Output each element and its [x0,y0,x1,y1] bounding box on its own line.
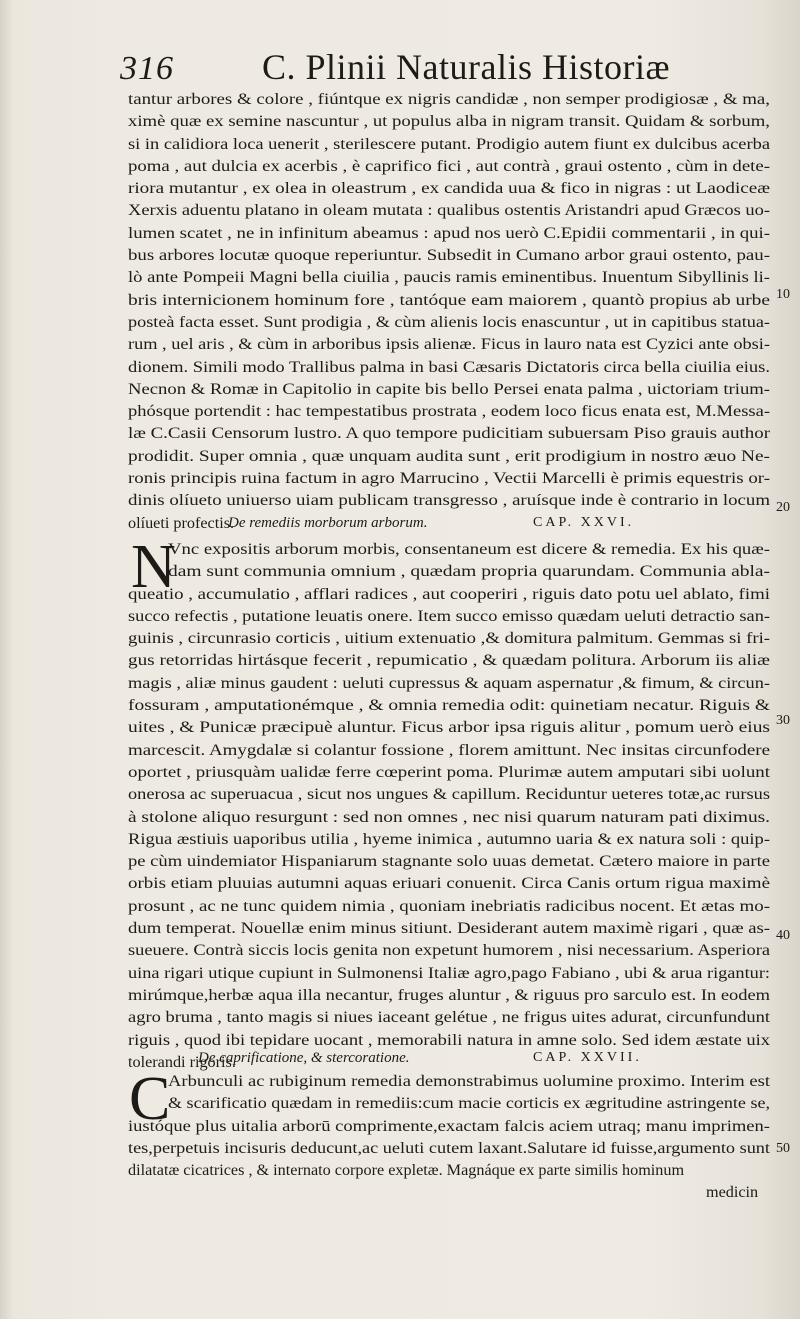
text-line: posteà facta esset. Sunt prodigia , & cùm alienis locis enascuntur , ut in capitibus statua- [128,312,770,331]
text-line: oportet , priusquàm ualidæ ferre cœperint poma. Plurimæ autem amputari sibi uolunt [128,762,770,781]
text-line: agro bruma , tanto magis si niues iaceant gelétue , ne frigus uites adurat, circunfundunt [128,1008,770,1027]
text-line: prodidit. Super omnia , quæ unquam audita sunt , erit prodigium in nostro æuo Ne- [128,446,770,465]
text-line: & scarificatio quædam in remediis:cum macie corticis ex ægritudine astringente se, [168,1094,770,1113]
text-line: à stolone aliquo resurgunt : sed non omnes , nec nisi quarum naturam pati diximus. [128,807,770,826]
text-line: succo refectis , putatione leuatis onere. Item succo emisso quædam ueluti detractio san- [128,606,770,625]
text-line: lumen scatet , ne in infinitum abeamus : apud nos uerò C.Epidii commentarii , in qui- [128,223,770,242]
text-line: tes,perpetuis incisuris deducunt,ac ueluti cutem laxant.Salutare id fuisse,argumento sunt [128,1138,770,1157]
chapter-27-heading [128,1048,770,1072]
chapter-27-dropcap: C [129,1065,171,1133]
catchword: medicin [706,1183,759,1201]
text-line: sueuere. Contrà siccis locis genita non expetunt humorem , nisi necessarium. Asperiora [128,941,770,960]
text-line: prosunt , ac ne tunc quidem nimia , quoniam inebriatis radicibus nocent. Et ætas mo- [128,896,770,915]
text-line: Necnon & Romæ in Capitolio in capite bis bello Persei enata palma , uictoriam trium- [128,379,770,398]
text-line: mirúmque,herbæ aqua illa necantur, fruges aluntur , & riguus pro sarculo est. In eodem [128,985,770,1004]
text-line: iustóque plus uitalia arborū comprimente,exactam falcis aciem utraq; manu imprimen- [128,1116,770,1135]
text-line: guinis , circunrasio corticis , uitium extenuatio ,& domitura palmitum. Gemmas si fri- [128,629,770,648]
text-line: rum , uel aris , & cùm in arboribus ipsis alienæ. Ficus in lauro nata est Cyzici ante obsi- [128,335,770,354]
text-line: bris internicionem hominum fore , tantóque eam maiorem , quantò propius ab urbe [128,290,770,309]
text-line: tantur arbores & colore , fiúntque ex nigris candidæ , non semper prodigiosæ , & ma, [128,90,770,108]
text-line: ronis principis ruina factum in agro Marrucino , Vectii Marcelli è primis equestris or- [128,469,770,488]
text-line: dum temperat. Nouellæ enim minus sitiunt. Desiderant autem maximè rigari , quæ as- [128,919,770,938]
text-line: orbis etiam pluuias autumni aquas eriuari conuenit. Circa Canis ortum rigua maximè [128,874,770,893]
text-line: ximè quæ ex semine nascuntur , ut populus alba in nigram transit. Quidam & sorbum, [128,112,770,131]
text-line: marcescit. Amygdalæ si colantur fossione , florem amittunt. Nec insitas circunfodere [128,740,770,759]
chapter-26-number: CAP. XXVI. [533,515,635,530]
running-title: C. Plinii Naturalis Historiæ [262,47,671,87]
margin-line-number: 50 [776,1141,790,1156]
chapter-27-text [128,1065,770,1181]
text-line: dilatatæ cicatrices , & internato corpore expletæ. Magnáque ex parte similis hominum [128,1161,685,1180]
chapter-27-title: De caprificatione, & stercoratione. [198,1050,410,1066]
text-line: fossuram , amputationémque , & omnia remedia odit: quinetiam necatur. Riguis & [128,696,770,715]
text-line: bus arbores locutæ quoque reperiuntur. Subsedit in Cumano arbor graui ostento, pau- [128,246,770,265]
text-line: tolerandi rigoris. [128,1052,236,1071]
text-line: magis , aliæ minus gaudent : ueluti cupressus & aquam aspernatur ,& fimum, & circun- [128,673,770,692]
text-line: Rigua æstiuis uaporibus utilia , hyeme inimica , autumno uaria & ex natura soli : quip- [128,829,770,848]
text-line: dam sunt communia omnium , quædam propria quarundam. Communia abla- [168,562,770,581]
page-number: 316 [120,50,174,87]
text-line: dionem. Simili modo Trallibus palma in basi Cæsaris Dictatoris circa bella ciuilia eius. [128,357,770,376]
section-1-text [128,88,770,534]
margin-line-number: 20 [776,500,790,515]
text-line: læ C.Casii Censorum lustro. A quo tempore pudicitiam subuersam Piso grauis author [128,424,770,443]
margin-line-number: 40 [776,928,790,943]
text-line: si in calidiora loca uenerit , sterilescere putant. Prodigio autem fiunt ex dulcibus acerba [128,134,770,153]
chapter-26-dropcap: N [131,533,176,601]
chapter-26-heading [128,513,770,537]
text-line: Xerxis aduentu platano in oleam mutata : qualibus ostentis Aristandri apud Græcos uo- [128,201,770,220]
text-line: uites , & Punicæ præcipuè aluntur. Ficus arbor ipsa riguis alitur , pomum uerò eius [128,718,770,737]
chapter-26-text [128,533,770,1073]
text-line: dinis olíueto uniuerso uiam publicam transgresso , aruísque inde è contrario in locum [128,491,770,510]
text-line: riora mutantur , ex olea in oleastrum , ex candida uua & fico in nigras : ut Laodiceæ [128,179,770,198]
chapter-26-title: De remediis morborum arborum. [228,515,428,531]
text-line: gus retorridas hirtásque fecerit , repumicatio , & quædam politura. Arborum iis aliæ [128,651,770,670]
text-line: olíueti profectis. [128,513,235,532]
text-line: Vnc expositis arborum morbis, consentaneum est dicere & remedia. Ex his quæ- [168,540,770,558]
text-line: poma , aut dulcia ex acerbis , è caprifico fici , aut contrà , graui ostento , cùm in dete- [128,156,770,175]
text-line: queatio , accumulatio , afflari radices , aut cooperiri , riguis dato potu uel ablato, fimi [128,584,770,603]
text-line: uina rigari utique cupiunt in Sulmonensi Italiæ agro,pago Fabiano , ubi & arua rigantur: [128,963,770,982]
text-line: phósque portendit : hac tempestatibus prostrata , eodem loco ficus enata est, M.Messa- [128,402,770,421]
text-line: pe cùm uindemiator Hispaniarum stagnante solo uuas demetat. Cætero maiore in parte [128,852,770,871]
margin-line-number: 30 [776,713,790,728]
text-line: riguis , quod ibi tepidare uocant , memorabili natura in amne solo. Sed idem æstate uix [128,1030,770,1049]
chapter-27-number: CAP. XXVII. [533,1050,642,1065]
text-line: onerosa ac superuacua , sicut nos ungues & capillum. Reciduntur ueteres totæ,ac rursus [128,785,770,804]
margin-line-number: 10 [776,287,790,302]
text-line: Arbunculi ac rubiginum remedia demonstrabimus uolumine proximo. Interim est [168,1072,770,1090]
text-line: lò ante Pompeii Magni bella ciuilia , paucis ramis eminentibus. Inuentum Sibyllinis li- [128,268,770,287]
